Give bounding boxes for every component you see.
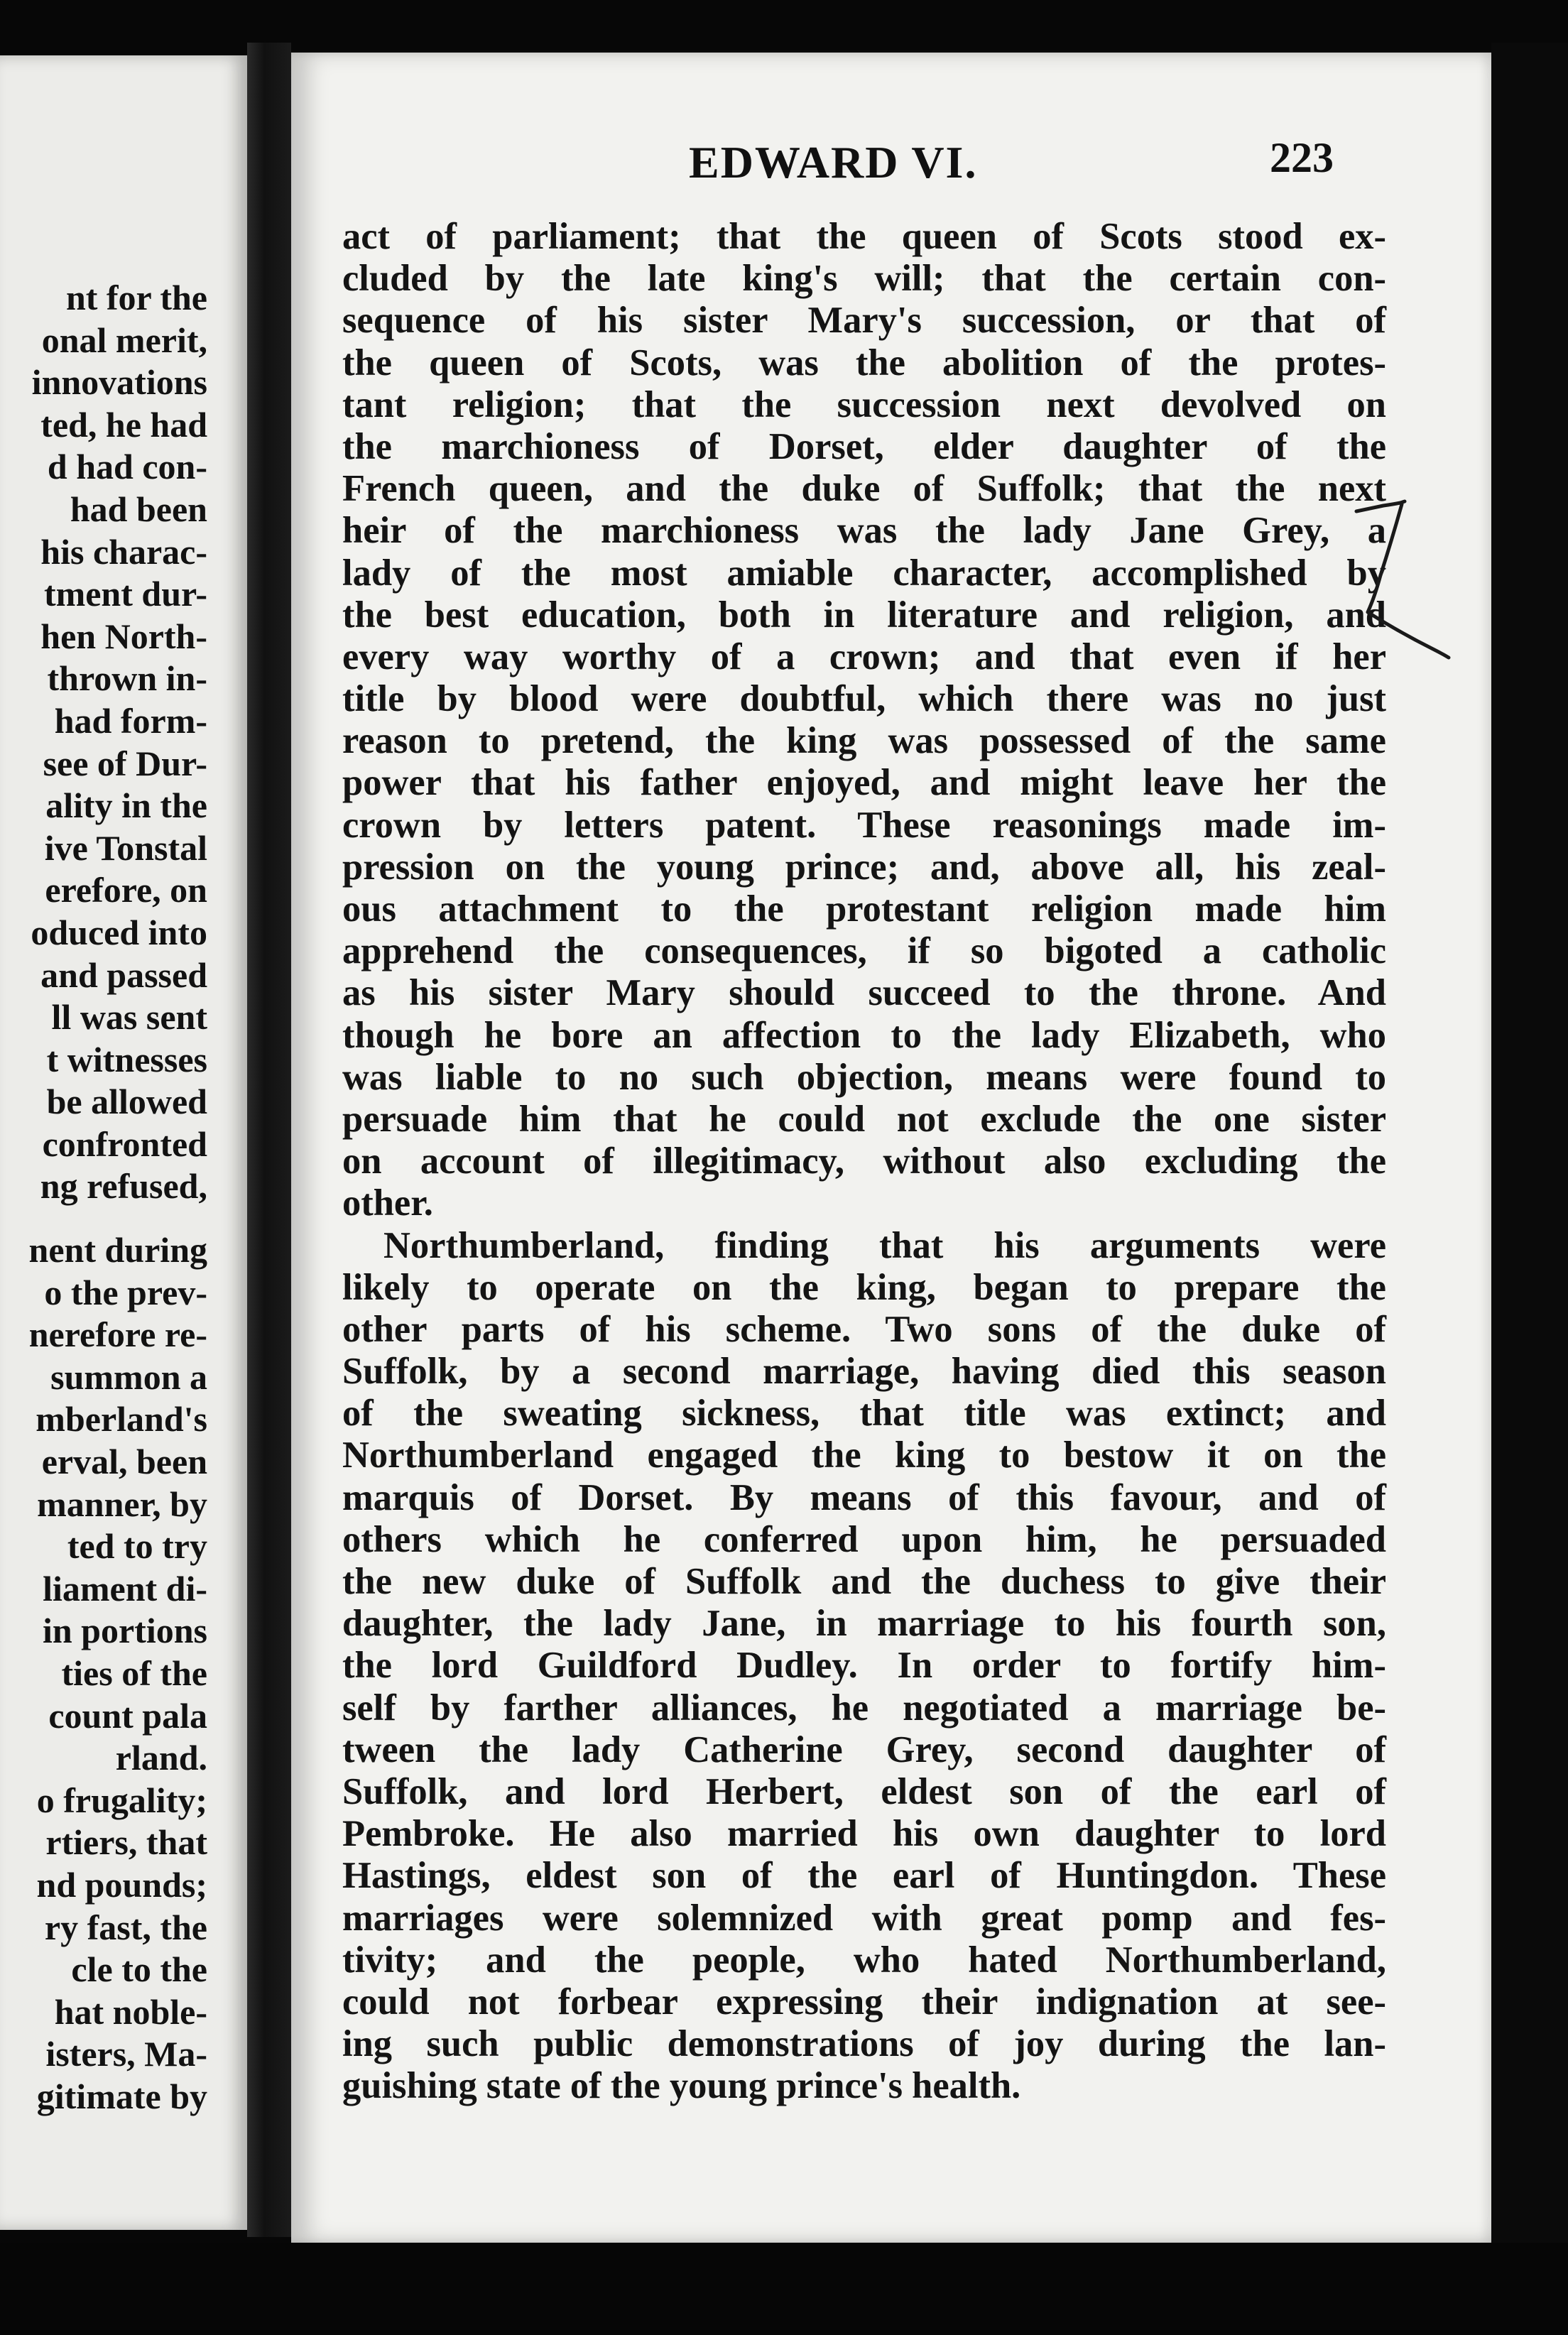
text-line: power that his father enjoyed, and might leave her the [342, 762, 1386, 804]
left-page-line: oduced into [31, 912, 207, 952]
text-line: cluded by the late king's will; that the certain con- [342, 258, 1386, 300]
text-line: lady of the most amiable character, accomplished by [342, 552, 1386, 594]
text-line: sequence of his sister Mary's succession, or that of [342, 300, 1386, 342]
left-page-line: his charac- [40, 531, 207, 572]
text-line: others which he conferred upon him, he persuaded [342, 1518, 1386, 1560]
text-line: Northumberland, finding that his arguments were [383, 1224, 1386, 1266]
page-edge-shadow [1491, 43, 1568, 2244]
text-line: the lord Guildford Dudley. In order to fortify him- [342, 1645, 1386, 1687]
left-page-line: ties of the [61, 1653, 207, 1693]
text-line: could not forbear expressing their indignation at see- [342, 1981, 1386, 2023]
text-line: French queen, and the duke of Suffolk; that the next [342, 468, 1386, 510]
left-page-line: manner, by [37, 1484, 207, 1524]
left-page-line: liament di- [43, 1568, 207, 1609]
left-page-line: o the prev- [44, 1272, 207, 1312]
body-text [342, 216, 1386, 2107]
text-line: the best education, both in literature and religion, and [342, 594, 1386, 636]
left-page-line: ive Tonstal [44, 827, 207, 868]
left-page-line: nt for the [65, 278, 207, 317]
text-line: as his sister Mary should succeed to the throne. And [342, 972, 1386, 1014]
text-line: ing such public demonstrations of joy during the lan- [342, 2023, 1386, 2065]
text-line: likely to operate on the king, began to prepare the [342, 1266, 1386, 1308]
handwritten-margin-mark [1349, 497, 1498, 668]
text-line: marquis of Dorset. By means of this favour, and of [342, 1476, 1386, 1518]
left-page-line: tment dur- [43, 574, 207, 614]
text-line: title by blood were doubtful, which there was no just [342, 678, 1386, 720]
text-line: Suffolk, by a second marriage, having died this season [342, 1351, 1386, 1393]
left-page-line: ng refused, [40, 1166, 207, 1207]
book-gutter [247, 43, 291, 2237]
left-page-line: ted, he had [40, 404, 207, 445]
text-line: persuade him that he could not exclude the one sister [342, 1098, 1386, 1140]
text-line: though he bore an affection to the lady Elizabeth, who [342, 1014, 1386, 1056]
left-page-line: nerefore re- [28, 1315, 207, 1355]
left-page-line: gitimate by [36, 2076, 207, 2116]
text-line: Pembroke. He also married his own daughter to lord [342, 1813, 1386, 1855]
text-line: the new duke of Suffolk and the duchess to give their [342, 1561, 1386, 1602]
left-page-line: erefore, on [45, 870, 207, 910]
left-page-line: had form- [54, 700, 207, 741]
left-page-line: see of Dur- [43, 743, 207, 783]
text-line: other parts of his scheme. Two sons of the duke of [342, 1308, 1386, 1350]
left-page-line: hen North- [40, 616, 207, 656]
text-line: of the sweating sickness, that title was extinct; and [342, 1393, 1386, 1435]
text-line: tant religion; that the succession next devolved on [342, 383, 1386, 425]
text-line: pression on the young prince; and, above all, his zeal- [342, 846, 1386, 888]
left-page-line: nd pounds; [36, 1864, 207, 1905]
text-line: Suffolk, and lord Herbert, eldest son of the earl of [342, 1770, 1386, 1812]
left-page-line: rland. [115, 1738, 207, 1778]
scan-bottom-border [0, 2243, 1568, 2335]
left-page-line: hat noble- [54, 1991, 207, 2032]
text-line: act of parliament; that the queen of Scots stood ex- [342, 216, 1386, 257]
text-line: tivity; and the people, who hated Northumberland, [342, 1939, 1386, 1981]
text-line: marriages were solemnized with great pomp and fes- [342, 1897, 1386, 1939]
text-line: Hastings, eldest son of the earl of Huntingdon. These [342, 1855, 1386, 1897]
left-page-line: confronted [42, 1123, 207, 1164]
left-page-line: in portions [42, 1611, 207, 1651]
right-page [291, 53, 1491, 2243]
left-page-line: rtiers, that [45, 1822, 207, 1863]
left-page-line: count pala [48, 1695, 207, 1736]
left-page-line: cle to the [71, 1949, 207, 1990]
text-line: reason to pretend, the king was possessed of the same [342, 720, 1386, 762]
text-line: tween the lady Catherine Grey, second daughter of [342, 1729, 1386, 1770]
paragraph [342, 216, 1386, 1225]
left-page-line: mberland's [36, 1399, 207, 1439]
text-line: every way worthy of a crown; and that even if her [342, 636, 1386, 677]
left-page-line: innovations [31, 362, 207, 403]
left-page-line: onal merit, [41, 320, 207, 360]
left-page-line: be allowed [46, 1082, 207, 1122]
text-line: guishing state of the young prince's health. [342, 2065, 1021, 2107]
text-line: was liable to no such objection, means were found to [342, 1056, 1386, 1098]
left-page-line: had been [70, 489, 207, 529]
left-page-line: erval, been [41, 1442, 207, 1482]
left-page-line: d had con- [47, 447, 207, 487]
left-page-line: ll was sent [51, 997, 207, 1038]
text-line: ous attachment to the protestant religion made him [342, 888, 1386, 930]
text-line: apprehend the consequences, if so bigoted a catholic [342, 930, 1386, 972]
paragraph [342, 1225, 1386, 2108]
left-page-paragraph-gap [0, 1208, 207, 1229]
text-line: heir of the marchioness was the lady Jane Grey, a [342, 510, 1386, 552]
text-line: self by farther alliances, he negotiated a marriage be- [342, 1687, 1386, 1729]
left-page-line: isters, Ma- [45, 2034, 207, 2074]
left-page-line: t witnesses [46, 1039, 207, 1079]
left-page-text [0, 277, 207, 2118]
text-line: crown by letters patent. These reasonings made im- [342, 804, 1386, 846]
left-page-line: summon a [50, 1356, 207, 1397]
text-line: on account of illegitimacy, without also excluding the [342, 1141, 1386, 1182]
left-page-line: and passed [40, 954, 207, 995]
left-facing-page [0, 55, 247, 2230]
left-page-line: nent during [28, 1230, 207, 1270]
left-page-line: ry fast, the [44, 1907, 207, 1947]
text-line: other. [342, 1182, 433, 1224]
left-page-line: thrown in- [47, 658, 207, 699]
text-line: the queen of Scots, was the abolition of the protes- [342, 342, 1386, 383]
text-line: daughter, the lady Jane, in marriage to his fourth son, [342, 1603, 1386, 1645]
left-page-line: o frugality; [36, 1780, 207, 1820]
left-page-line: ted to try [67, 1526, 207, 1567]
text-line: the marchioness of Dorset, elder daughter of the [342, 425, 1386, 467]
text-line: Northumberland engaged the king to bestow it on the [342, 1435, 1386, 1476]
page-number: 223 [1270, 134, 1334, 181]
left-page-line: ality in the [45, 785, 207, 826]
page-title: EDWARD VI. [689, 137, 978, 187]
running-head [291, 136, 1491, 200]
